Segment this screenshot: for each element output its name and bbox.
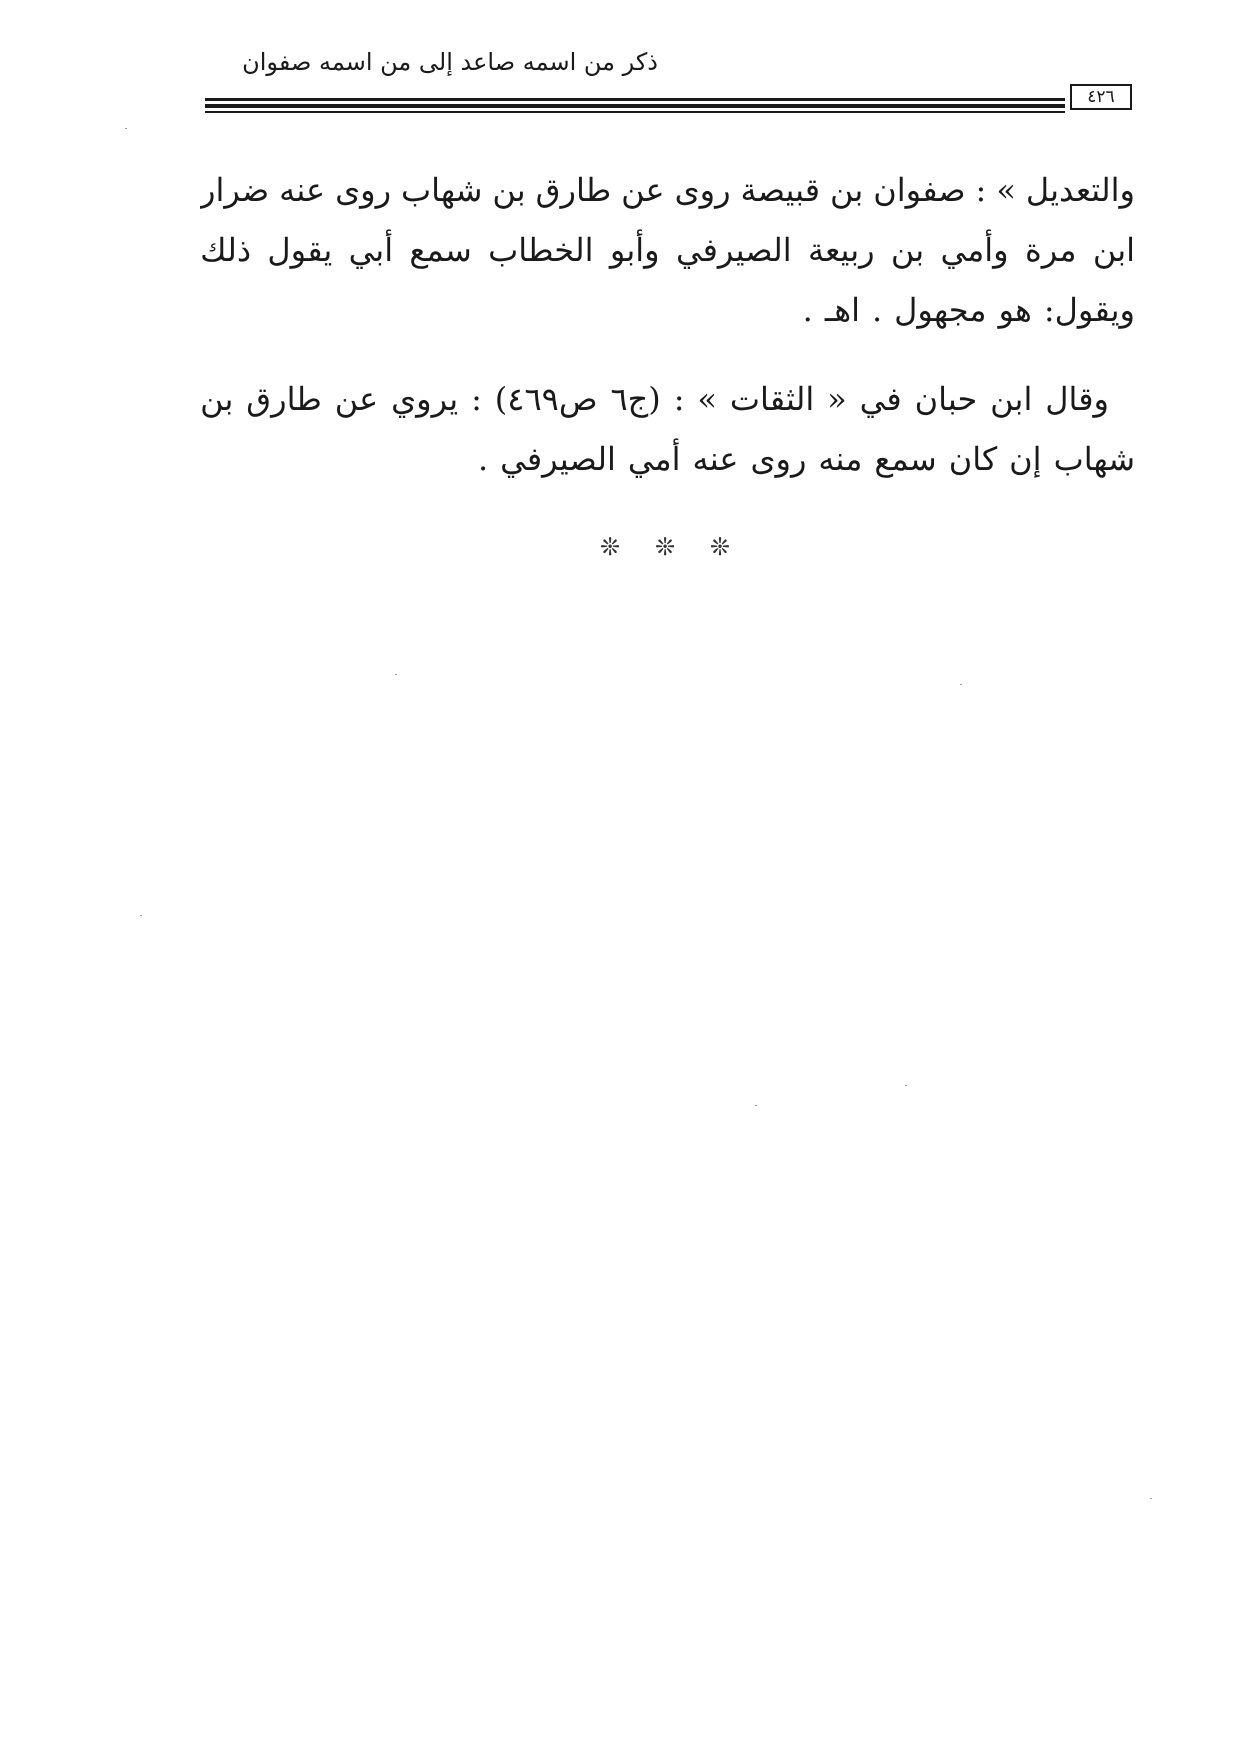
header-rule: [205, 104, 1065, 108]
word: في: [859, 380, 902, 418]
word: روى: [335, 171, 392, 209]
scan-speck: [905, 1085, 907, 1086]
word: صفوان: [873, 171, 966, 209]
scan-speck: [395, 674, 397, 675]
text-line: [200, 280, 1135, 340]
word: عنه: [279, 171, 326, 209]
word: الصيرفي: [500, 440, 616, 478]
asterism-star: ❊: [709, 533, 730, 561]
scan-speck: [125, 128, 127, 129]
word: .: [477, 440, 489, 478]
word: قبيصة: [740, 171, 821, 209]
word: (ج٦: [610, 380, 661, 418]
word: منه: [818, 440, 863, 478]
word: ضرار: [200, 171, 270, 209]
word: عن: [621, 171, 665, 209]
word: ذلك: [200, 231, 252, 269]
word: ربيعة: [807, 231, 875, 269]
header-rule: [205, 111, 1065, 113]
asterism-star: ❊: [600, 533, 621, 561]
asterism-star: ❊: [654, 533, 676, 561]
word: حبان: [914, 380, 978, 418]
word: الخطاب: [488, 231, 594, 269]
word: بن: [830, 171, 864, 209]
word: شهاب: [401, 171, 483, 209]
word: وقال: [1045, 380, 1109, 418]
text-line: [200, 220, 1135, 280]
word: مجهول: [894, 291, 987, 329]
word: :: [673, 380, 685, 418]
word: اهـ: [824, 291, 860, 329]
word: بن: [492, 171, 526, 209]
word: .: [871, 291, 883, 329]
header-rule: [205, 98, 1065, 101]
word: يقول: [267, 231, 333, 269]
word: طارق: [246, 380, 322, 418]
word: يروي: [391, 380, 459, 418]
word: سمع: [874, 440, 937, 478]
word: ص٤٦٩): [494, 380, 598, 418]
word: ويقول:: [1043, 291, 1135, 329]
text-line: [200, 429, 1135, 489]
word: بن: [200, 380, 234, 418]
word: والتعديل: [1025, 171, 1135, 209]
paragraph-1: [200, 160, 1135, 340]
section-separator: [600, 532, 730, 562]
word: عنه: [692, 440, 739, 478]
word: وأبو: [609, 231, 660, 269]
word: هو: [998, 291, 1032, 329]
word: سمع: [409, 231, 472, 269]
scan-speck: [960, 684, 962, 685]
word: »: [996, 171, 1016, 209]
word: ابن: [1092, 231, 1135, 269]
word: الصيرفي: [675, 231, 792, 269]
scan-speck: [140, 915, 142, 916]
paragraph-2: [200, 369, 1135, 489]
word: الثقات: [729, 380, 815, 418]
word: مرة: [1024, 231, 1077, 269]
scan-speck: [755, 1105, 757, 1106]
word: :: [975, 171, 987, 209]
word: عن: [334, 380, 379, 418]
text-line: [200, 369, 1135, 429]
word: روى: [674, 171, 731, 209]
text-line: [200, 160, 1135, 220]
scan-speck: [1150, 1498, 1152, 1499]
word: روى: [750, 440, 807, 478]
word: طارق: [535, 171, 612, 209]
word: :: [471, 380, 482, 418]
word: أبي: [348, 231, 394, 269]
running-title: ذكر من اسمه صاعد إلى من اسمه صفوان: [242, 48, 658, 76]
word: إن: [1009, 440, 1042, 478]
word: »: [697, 380, 717, 418]
word: «: [827, 380, 847, 418]
word: شهاب: [1053, 440, 1135, 478]
word: كان: [948, 440, 998, 478]
word: بن: [890, 231, 925, 269]
word: وأمي: [940, 231, 1009, 269]
page-number: ٤٢٦: [1070, 84, 1132, 110]
word: .: [802, 291, 813, 329]
word: ابن: [990, 380, 1033, 418]
word: أمي: [627, 440, 681, 478]
